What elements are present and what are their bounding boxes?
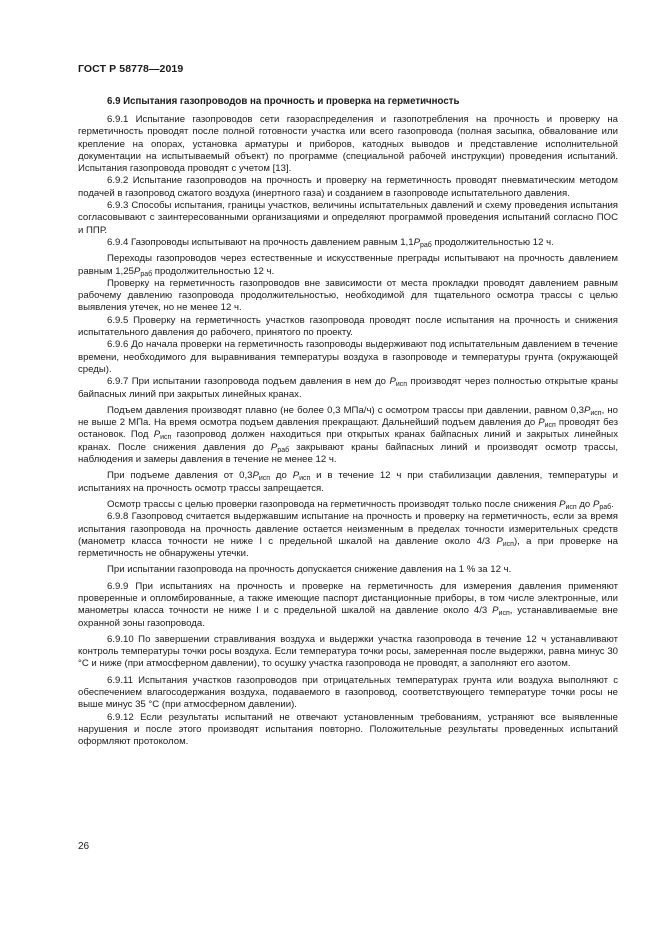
paragraph-6-9-12: 6.9.12 Если результаты испытаний не отвечают установленным требованиям, устраняют все выявленные нарушения и после этого производят испытания повторно. Положительные результаты проведенных испытаний оформляют протоколом. [78,711,618,748]
paragraph-6-9-7: 6.9.7 При испытании газопровода подъем давления в нем до $P_{исп}$ производят через полностью открытые краны байпасных линий при закрытых линейных кранах. [78,376,618,400]
paragraph-6-9-11: 6.9.11 Испытания участков газопроводов при отрицательных температурах грунта или воздуха выполняют с обеспечением влагосодержания воздуха, подаваемого в газопровод, соответствующего температуре точки росы не выше минус 35 °С (при атмосферном давлении). [78,674,618,711]
paragraph-6-9-2: 6.9.2 Испытание газопроводов на прочность и проверку на герметичность проводят пневматическим методом подачей в газопровод сжатого воздуха (инертного газа) и созданием в газопроводе испытательного давления. [78,175,618,199]
paragraph-6-9-3: 6.9.3 Способы испытания, границы участков, величины испытательных давлений и схему проведения испытания согласовывают с заинтересованными организациями и определяют программой проведения испытаний согласно ПОС и ППР. [78,200,618,236]
paragraph-leak-check: Проверку на герметичность газопроводов вне зависимости от места прокладки проводят давлением равным рабочему давлению газопровода продолжительностью, необходимой для тщательного осмотра трассы с целью выявления утечек, но не менее 12 ч. [78,277,618,314]
paragraph-6-9-1: 6.9.1 Испытание газопроводов сети газораспределения и газопотребления на прочность и проверку на герметичность проводят после полной готовности участка или всего газопровода (полная засыпка, обвалование или крепление на опорах, установка арматуры и приборов, катодных выводов и представление исполнительной документации на испытываемый объект) по программе (специальной рабочей инструкции) проведения испытаний. Испытания газопровода проводят с учетом [13]. [78,114,618,175]
standard-header: ГОСТ Р 58778—2019 [78,63,184,75]
paragraph-6-9-9: 6.9.9 При испытаниях на прочность и проверке на герметичность для измерения давления применяют проверенные и опломбированные, а также имеющие паспорт дистанционные приборы, в том числе электронные, или манометры класса точности не ниже I и с предельной шкалой на давление около 4/3 $P_{исп}$, устанавливаемые вне охранной зоны газопровода. [78,580,618,629]
paragraph-6-9-4: 6.9.4 Газопроводы испытывают на прочность давлением равным $1,1P_{раб}$ продолжительностью 12 ч. [107,236,554,249]
paragraph-allowed-drop: При испытании газопровода на прочность допускается снижение давления на 1 % за 12 ч. [107,564,512,576]
page-number: 26 [78,841,90,852]
paragraph-6-9-8: 6.9.8 Газопровод считается выдержавшим испытание на прочность и проверку на герметичность, если за время испытания газопровода на прочность давление остается неизменным в пределах точности измерительных средств (манометр класса точности не ниже I с предельной шкалой на давление около 4/3 $P_{исп}$), а при проверке на герметичность не обнаружены утечки. [78,511,618,560]
paragraph-6-9-6: 6.9.6 До начала проверки на герметичность газопроводы выдерживают под испытательным давлением в течение времени, необходимого для выравнивания температуры воздуха в газопроводе и температуры грунта (окружающей среды). [78,339,618,375]
paragraph-6-9-10: 6.9.10 По завершении стравливания воздуха и выдержки участка газопровода в течение 12 ч устанавливают контроль температуры точки росы воздуха. Если температура точки росы, замеренная после выдержки, равна минус 30 °С и ниже (при атмосферном давлении), то осушку участка газопровода не проводят, а заполняют его азотом. [78,633,618,670]
document-body [78,114,618,749]
paragraph-route-inspection: Осмотр трассы с целью проверки газопровода на герметичность производят только после снижения $P_{исп}$ до $P_{раб}$. [107,498,614,511]
section-title: 6.9 Испытания газопроводов на прочность и проверка на герметичность [107,96,460,107]
paragraph-pressure-rise: Подъем давления производят плавно (не более 0,3 МПа/ч) с осмотром трассы при давлении, равном $0,3P_{исп}$, но не выше 2 МПа. На время осмотра подъем давления прекращают. Дальнейший подъем давления до $P_{исп}$ проводят без остановок. Под $P_{исп}$ газопровод должен находиться при открытых кранах байпасных линий и закрытых линейных кранах. После снижения давления до $P_{раб}$ закрывают краны байпасных линий и производят осмотр трассы, наблюдения и замеры давления в течение не менее 12 ч. [78,404,618,466]
paragraph-inspection-ban: При подъеме давления от $0,3P_{исп}$ до $P_{исп}$ и в течение 12 ч при стабилизации давления, температуры и испытаниях на прочность осмотр трассы запрещается. [78,470,618,494]
paragraph-6-9-5: 6.9.5 Проверку на герметичность участков газопровода проводят после испытания на прочность и снижения испытательного давления до рабочего, принятого по проекту. [78,314,618,339]
paragraph-crossings: Переходы газопроводов через естественные и искусственные преграды испытывают на прочность давлением равным $1,25P_{раб}$ продолжительностью 12 ч. [78,253,618,278]
